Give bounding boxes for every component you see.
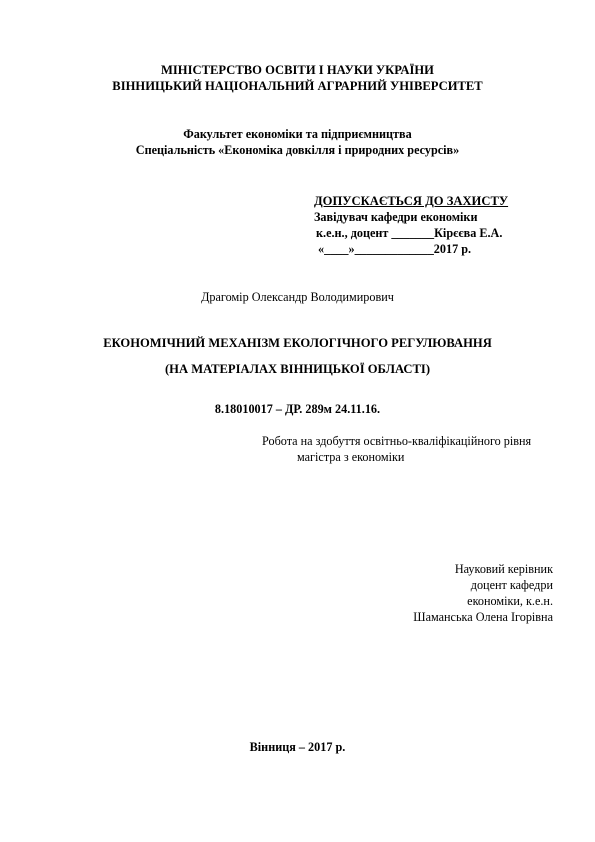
supervisor-title: Науковий керівник bbox=[454, 562, 553, 576]
specialty-name: Спеціальність «Економіка довкілля і природних ресурсів» bbox=[135, 143, 460, 157]
author-name: Драгомір Олександр Володимирович bbox=[201, 290, 394, 304]
faculty-name: Факультет економіки та підприємництва bbox=[183, 127, 412, 141]
university-heading: ВІННИЦЬКИЙ НАЦІОНАЛЬНИЙ АГРАРНИЙ УНІВЕРСИТЕТ bbox=[112, 79, 483, 93]
approval-signature-line: к.е.н., доцент _______Кірєєва Е.А. bbox=[316, 226, 503, 240]
supervisor-position: доцент кафедри bbox=[470, 578, 553, 592]
thesis-title-line-2: (НА МАТЕРІАЛАХ ВІННИЦЬКОЇ ОБЛАСТІ) bbox=[164, 362, 431, 376]
supervisor-degree: економіки, к.е.н. bbox=[467, 594, 553, 608]
city-year: Вінниця – 2017 р. bbox=[249, 740, 346, 754]
approval-position: Завідувач кафедри економіки bbox=[314, 210, 478, 224]
ministry-heading: МІНІСТЕРСТВО ОСВІТИ І НАУКИ УКРАЇНИ bbox=[161, 63, 434, 77]
thesis-title-line-1: ЕКОНОМІЧНИЙ МЕХАНІЗМ ЕКОЛОГІЧНОГО РЕГУЛЮВАННЯ bbox=[103, 336, 492, 350]
degree-line-1: Робота на здобуття освітньо-кваліфікаційного рівня bbox=[262, 434, 532, 448]
approval-date-line: «____»_____________2017 р. bbox=[318, 242, 472, 256]
supervisor-name: Шаманська Олена Ігорівна bbox=[413, 610, 553, 624]
degree-line-2: магістра з економіки bbox=[297, 450, 405, 464]
approval-heading: ДОПУСКАЄТЬСЯ ДО ЗАХИСТУ bbox=[314, 194, 509, 208]
thesis-code: 8.18010017 – ДР. 289м 24.11.16. bbox=[214, 402, 381, 416]
